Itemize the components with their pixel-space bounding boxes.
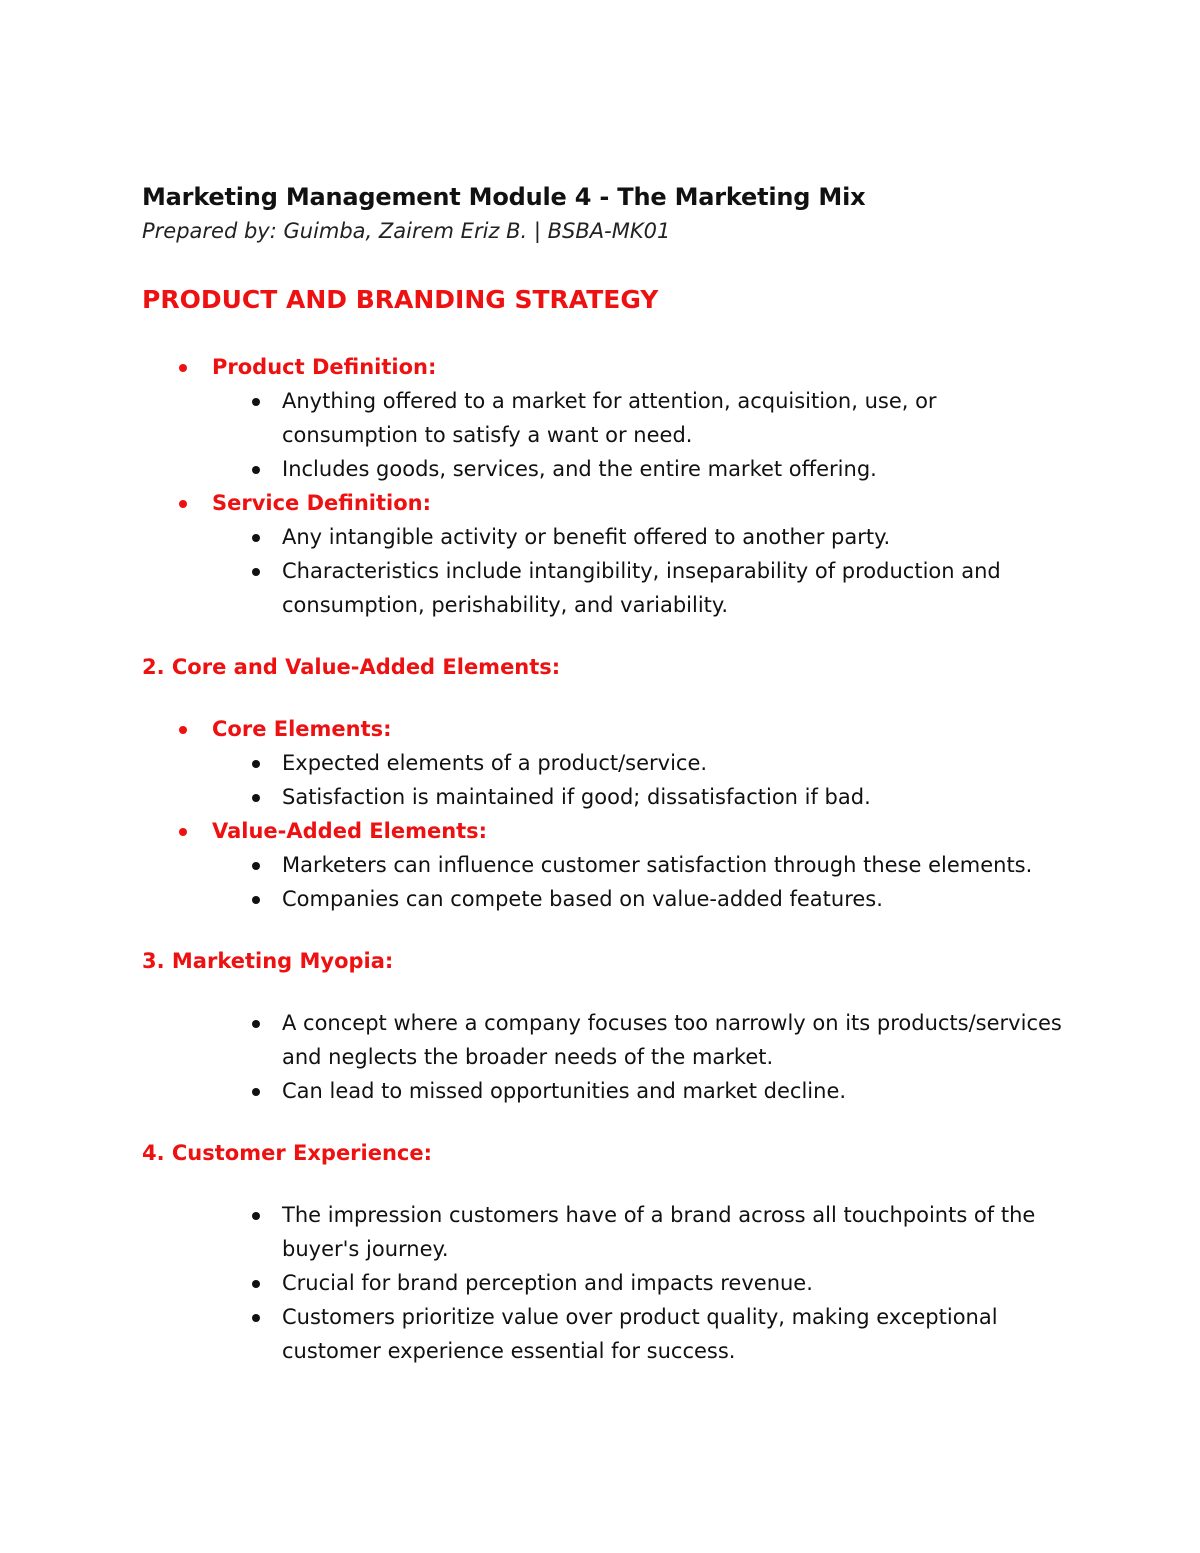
section2-list	[142, 712, 1072, 916]
list-item	[212, 746, 1072, 780]
list-item	[212, 520, 1072, 554]
list-item	[212, 1266, 1072, 1300]
item-label: Service Definition:	[212, 491, 432, 515]
list-item	[142, 712, 1072, 814]
list-item	[212, 1006, 1072, 1074]
list-item	[212, 384, 1072, 452]
bullet-icon	[179, 828, 187, 836]
bullet-icon	[252, 794, 260, 802]
bullet-icon	[252, 1088, 260, 1096]
list-item	[212, 1198, 1072, 1266]
sub-list	[212, 848, 1072, 916]
bullet-text: Expected elements of a product/service.	[282, 751, 708, 775]
list-item	[212, 1300, 1072, 1368]
bullet-text: Customers prioritize value over product quality, making exceptional customer experience essential for success.	[282, 1305, 998, 1363]
list-item	[212, 1074, 1072, 1108]
section-heading-customer-experience: 4. Customer Experience:	[142, 1141, 433, 1165]
bullet-text: Marketers can influence customer satisfaction through these elements.	[282, 853, 1033, 877]
item-label: Product Definition:	[212, 355, 437, 379]
bullet-icon	[252, 1280, 260, 1288]
section-heading-marketing-myopia: 3. Marketing Myopia:	[142, 949, 394, 973]
bullet-text: Companies can compete based on value-added features.	[282, 887, 883, 911]
byline: Prepared by: Guimba, Zairem Eriz B. | BSBA-MK01	[142, 219, 671, 243]
bullet-icon	[252, 534, 260, 542]
list-item	[212, 848, 1072, 882]
section-heading-core-value: 2. Core and Value-Added Elements:	[142, 655, 561, 679]
bullet-text: Anything offered to a market for attention, acquisition, use, or consumption to satisfy a want or need.	[282, 389, 937, 447]
bullet-icon	[252, 1212, 260, 1220]
sub-list	[212, 520, 1072, 622]
section-heading-product-branding: PRODUCT AND BRANDING STRATEGY	[142, 285, 659, 314]
bullet-icon	[252, 1314, 260, 1322]
bullet-icon	[252, 1020, 260, 1028]
bullet-icon	[179, 364, 187, 372]
bullet-icon	[252, 862, 260, 870]
bullet-icon	[252, 568, 260, 576]
bullet-text: Includes goods, services, and the entire market offering.	[282, 457, 877, 481]
bullet-icon	[252, 398, 260, 406]
section3-list	[142, 1006, 1072, 1108]
bullet-icon	[179, 500, 187, 508]
bullet-icon	[252, 760, 260, 768]
item-label: Core Elements:	[212, 717, 392, 741]
bullet-icon	[179, 726, 187, 734]
item-label: Value-Added Elements:	[212, 819, 488, 843]
sub-list	[212, 384, 1072, 486]
section4-list	[142, 1198, 1072, 1368]
document-title: Marketing Management Module 4 - The Marketing Mix	[142, 183, 866, 211]
bullet-icon	[252, 896, 260, 904]
section1-list	[142, 350, 1072, 622]
bullet-text: Any intangible activity or benefit offered to another party.	[282, 525, 891, 549]
list-item	[212, 452, 1072, 486]
sub-list	[212, 746, 1072, 814]
list-item	[142, 814, 1072, 916]
bullet-text: Satisfaction is maintained if good; dissatisfaction if bad.	[282, 785, 871, 809]
list-item	[212, 554, 1072, 622]
list-item	[212, 882, 1072, 916]
list-item	[142, 486, 1072, 622]
bullet-icon	[252, 466, 260, 474]
bullet-text: The impression customers have of a brand across all touchpoints of the buyer's journey.	[282, 1203, 1036, 1261]
bullet-text: Characteristics include intangibility, inseparability of production and consumption, perishability, and variability.	[282, 559, 1001, 617]
bullet-text: Crucial for brand perception and impacts revenue.	[282, 1271, 813, 1295]
list-item	[212, 780, 1072, 814]
list-item	[142, 350, 1072, 486]
bullet-text: Can lead to missed opportunities and market decline.	[282, 1079, 847, 1103]
document-page	[142, 180, 1072, 1368]
bullet-text: A concept where a company focuses too narrowly on its products/services and neglects the broader needs of the market.	[282, 1011, 1062, 1069]
